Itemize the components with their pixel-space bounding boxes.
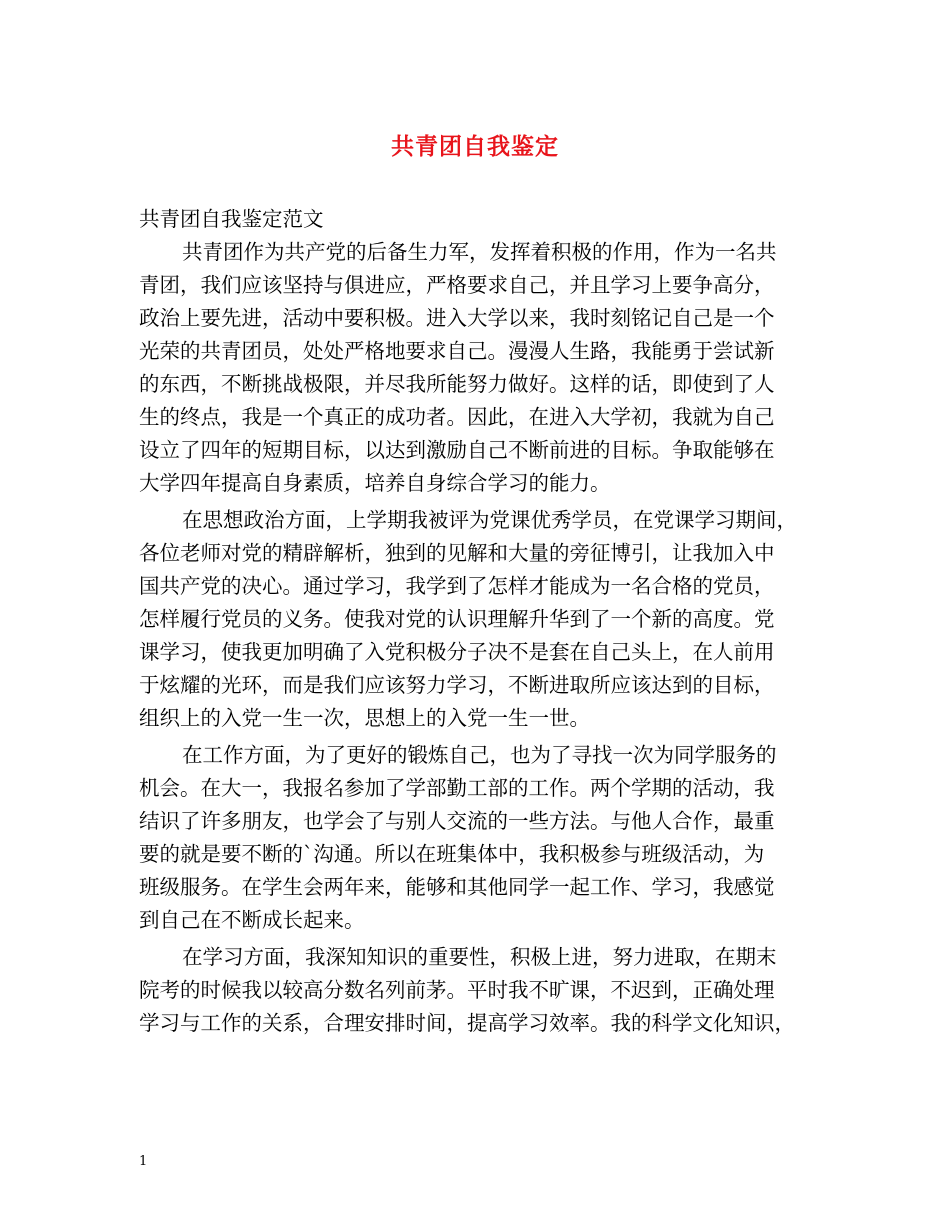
paragraph-1-line: 设立了四年的短期目标，以达到激励自己不断前进的目标。争取能够在 [139, 438, 775, 462]
paragraph-4-line: 院考的时候我以较高分数名列前茅。平时我不旷课，不迟到，正确处理 [139, 978, 775, 1002]
document-body [139, 203, 829, 1040]
paragraph-2-line: 在思想政治方面，上学期我被评为党课优秀学员，在党课学习期间， [182, 508, 797, 532]
paragraph-3-line: 机会。在大一，我报名参加了学部勤工部的工作。两个学期的活动，我 [139, 776, 775, 800]
paragraph-3-line: 结识了许多朋友，也学会了与别人交流的一些方法。与他人合作，最重 [139, 809, 775, 833]
paragraph-1-line: 共青团作为共产党的后备生力军，发挥着积极的作用，作为一名共 [182, 240, 777, 264]
paragraph-2-line: 组织上的入党一生一次，思想上的入党一生一世。 [139, 706, 590, 730]
paragraph-3-line: 要的就是要不断的`沟通。所以在班集体中，我积极参与班级活动，为 [139, 842, 765, 866]
paragraph-2-line: 于炫耀的光环，而是我们应该努力学习，不断进取所应该达到的目标， [139, 673, 775, 697]
paragraph-3-line: 到自己在不断成长起来。 [139, 908, 365, 932]
paragraph-2-line: 课学习，使我更加明确了入党积极分子决不是套在自己头上，在人前用 [139, 640, 775, 664]
paragraph-4-line: 在学习方面，我深知知识的重要性，积极上进，努力进取，在期末 [182, 945, 777, 969]
paragraph-2-line: 各位老师对党的精辟解析，独到的见解和大量的旁征博引，让我加入中 [139, 541, 775, 565]
page-number: 1 [139, 1154, 148, 1169]
paragraph-1-line: 光荣的共青团员，处处严格地要求自己。漫漫人生路，我能勇于尝试新 [139, 339, 775, 363]
paragraph-3-line: 班级服务。在学生会两年来，能够和其他同学一起工作、学习，我感觉 [139, 875, 775, 899]
paragraph-1-line: 大学四年提高自身素质，培养自身综合学习的能力。 [139, 471, 611, 495]
paragraph-1-line: 生的终点，我是一个真正的成功者。因此，在进入大学初，我就为自己 [139, 405, 775, 429]
paragraph-1-line: 青团，我们应该坚持与俱进应，严格要求自己，并且学习上要争高分， [139, 273, 775, 297]
paragraph-1-line: 的东西，不断挑战极限，并尽我所能努力做好。这样的话，即使到了人 [139, 372, 775, 396]
paragraph-4-line: 学习与工作的关系，合理安排时间，提高学习效率。我的科学文化知识， [139, 1011, 795, 1035]
paragraph-2-line: 怎样履行党员的义务。使我对党的认识理解升华到了一个新的高度。党 [139, 607, 775, 631]
paragraph-1-line: 政治上要先进，活动中要积极。进入大学以来，我时刻铭记自己是一个 [139, 306, 775, 330]
document-title: 共青团自我鉴定 [391, 133, 559, 160]
document-subtitle: 共青团自我鉴定范文 [139, 207, 324, 231]
paragraph-2-line: 国共产党的决心。通过学习，我学到了怎样才能成为一名合格的党员， [139, 574, 775, 598]
paragraph-3-line: 在工作方面，为了更好的锻炼自己，也为了寻找一次为同学服务的 [182, 743, 777, 767]
